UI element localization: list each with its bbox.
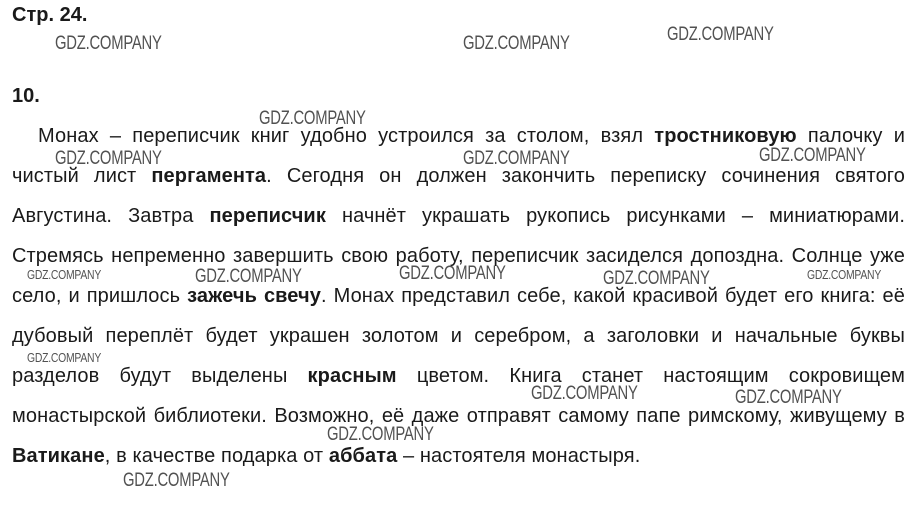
watermark: GDZ.COMPANY — [463, 33, 570, 54]
text-segment: цветом. Книга станет настоящим сокровищем монастырской библиотеки. Возможно, её даже отправят самому папе римскому, живущему в — [12, 365, 905, 427]
bold-term-light-candle: зажечь свечу — [187, 285, 321, 307]
watermark: GDZ.COMPANY — [463, 148, 570, 169]
bold-term-reed: тростниковую — [654, 125, 797, 147]
watermark: GDZ.COMPANY — [807, 267, 882, 282]
watermark: GDZ.COMPANY — [123, 470, 230, 491]
text-segment: начнёт украшать рукопись рисунками – миниатюрами. Стремясь непременно завершить свою работу, переписчик засиделся допоздна. Солнце уже село, и пришлось — [12, 205, 905, 307]
text-segment: Монах – переписчик книг удобно устроился за столом, взял — [38, 125, 655, 147]
watermark: GDZ.COMPANY — [195, 266, 302, 287]
bold-term-scribe: переписчик — [209, 205, 326, 227]
page-reference: Стр. 24. — [12, 4, 88, 26]
bold-term-red: красным — [307, 365, 397, 387]
bold-term-abbot: аббата — [328, 445, 398, 467]
watermark: GDZ.COMPANY — [27, 267, 102, 282]
watermark: GDZ.COMPANY — [735, 387, 842, 408]
watermark: GDZ.COMPANY — [399, 263, 506, 284]
watermark: GDZ.COMPANY — [55, 148, 162, 169]
exercise-paragraph — [12, 116, 905, 476]
text-segment: палочку и чистый лист — [12, 125, 905, 187]
watermark: GDZ.COMPANY — [327, 424, 434, 445]
watermark: GDZ.COMPANY — [531, 383, 638, 404]
text-segment: . Сегодня он должен закончить переписку сочинения святого Августина. Завтра — [12, 165, 905, 227]
watermark: GDZ.COMPANY — [667, 24, 774, 45]
text-segment: , в качестве подарка от — [104, 445, 329, 467]
text-segment: – настоятеля монастыря. — [397, 445, 641, 467]
watermark: GDZ.COMPANY — [259, 108, 366, 129]
watermark: GDZ.COMPANY — [759, 145, 866, 166]
watermark: GDZ.COMPANY — [27, 350, 102, 365]
bold-term-parchment: пергамента — [151, 165, 267, 187]
watermark: GDZ.COMPANY — [603, 268, 710, 289]
watermark: GDZ.COMPANY — [55, 33, 162, 54]
task-number: 10. — [12, 85, 40, 107]
bold-term-vatican: Ватикане — [12, 445, 105, 467]
text-segment: . Монах представил себе, какой красивой будет его книга: её дубовый переплёт будет украшен золотом и серебром, а заголовки и начальные буквы разделов будут выделены — [12, 285, 905, 387]
